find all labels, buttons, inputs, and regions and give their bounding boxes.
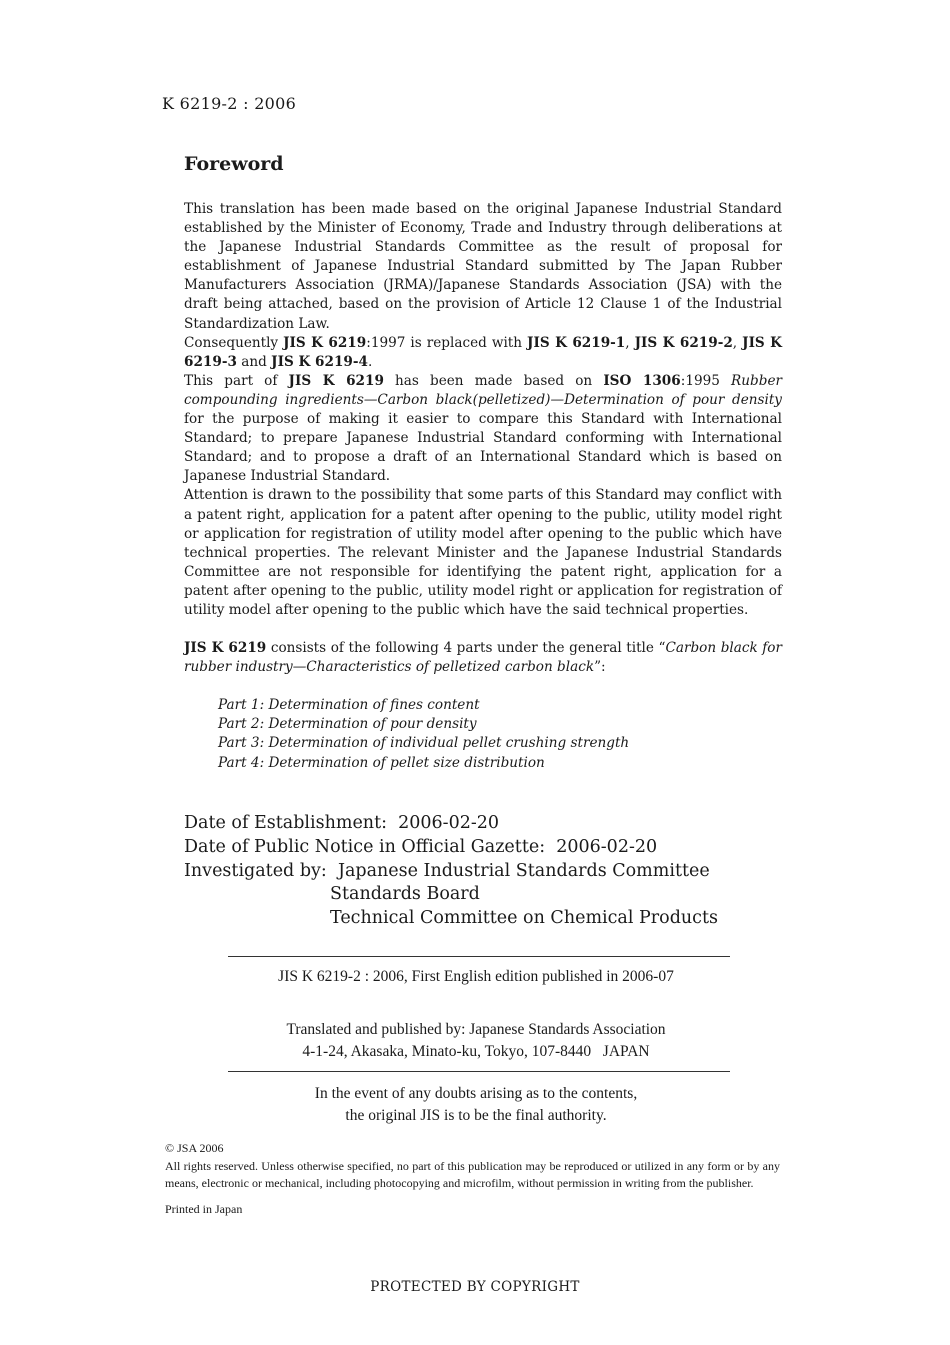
foreword-body <box>184 200 782 773</box>
list-item: Part 4: Determination of pellet size distribution <box>218 754 545 771</box>
establishment-date-row <box>184 812 784 836</box>
list-item: Part 1: Determination of fines content <box>218 697 480 714</box>
foreword-paragraph-3: This part of JIS K 6219 has been made based on ISO 1306:1995 Rubber compounding ingredients—Carbon black(pelletized)—Determination of pour density for the purpose of making it easier to compare this Standard with International Standard; to prepare Japanese Industrial Standard conforming with International Standard; and to propose a draft of an International Standard which is based on Japanese Industrial Standard. <box>184 372 782 485</box>
public-notice-date-label: Date of Public Notice in Official Gazette: <box>184 836 557 857</box>
foreword-paragraph-4: Attention is drawn to the possibility that some parts of this Standard may conflict with a patent right, application for a patent after opening to the public, utility model right or application for registration of utility model after opening to the public which have technical properties. The relevant Minister and the Japanese Industrial Standards Committee are not responsible for identifying the patent right, application for a patent after opening to the public, utility model right or application for registration of utility model after opening to the public which have the said technical properties. <box>184 487 782 618</box>
publisher-block <box>176 1019 776 1063</box>
dates-block <box>184 812 784 931</box>
printed-in: Printed in Japan <box>165 1201 243 1216</box>
establishment-date-value: 2006-02-20 <box>398 813 500 833</box>
foreword-paragraph-5: JIS K 6219 consists of the following 4 parts under the general title “Carbon black for rubber industry—Characteristics of pelletized carbon black”: <box>184 640 782 676</box>
investigated-by-line: Technical Committee on Chemical Products <box>330 908 718 929</box>
list-item: Part 2: Determination of pour density <box>218 716 477 733</box>
document-id: K 6219-2 : 2006 <box>162 94 297 113</box>
investigated-by-label: Investigated by: <box>184 860 338 881</box>
list-item: Part 3: Determination of individual pellet crushing strength <box>218 735 630 752</box>
publisher-address: 4-1-24, Akasaka, Minato-ku, Tokyo, 107-8440 JAPAN <box>302 1043 650 1060</box>
copyright-owner: © JSA 2006 <box>165 1141 224 1155</box>
investigated-by-row <box>184 860 784 884</box>
divider <box>228 1071 730 1072</box>
foreword-paragraph-2: Consequently JIS K 6219:1997 is replaced with JIS K 6219-1, JIS K 6219-2, JIS K 6219-3 and JIS K 6219-4. <box>184 334 782 370</box>
foreword-paragraph-1: This translation has been made based on the original Japanese Industrial Standard established by the Minister of Economy, Trade and Industry through deliberations at the Japanese Industrial Standards Committee as the result of proposal for establishment of Japanese Industrial Standard submitted by The Japan Rubber Manufacturers Association (JRMA)/Japanese Standards Association (JSA) with the draft being attached, based on the provision of Article 12 Clause 1 of the Industrial Standardization Law. <box>184 201 782 332</box>
copyright-footer: PROTECTED BY COPYRIGHT <box>370 1279 580 1295</box>
foreword-heading: Foreword <box>184 153 284 175</box>
establishment-date-label: Date of Establishment: <box>184 813 399 833</box>
publisher-line: Translated and published by: Japanese Standards Association <box>286 1021 666 1038</box>
copyright-block <box>165 1140 780 1218</box>
authority-note <box>176 1083 776 1127</box>
copyright-rights: All rights reserved. Unless otherwise specified, no part of this publication may be reproduced or utilized in any form or by any means, electronic or mechanical, including photocopying and microfilm, without permission in writing from the publisher. <box>165 1158 780 1190</box>
investigated-by-line: Japanese Industrial Standards Committee <box>337 860 710 881</box>
divider <box>228 956 730 957</box>
parts-list <box>184 696 782 772</box>
investigated-by-line: Standards Board <box>330 884 480 905</box>
authority-line: In the event of any doubts arising as to the contents, <box>314 1085 638 1102</box>
edition-line: JIS K 6219-2 : 2006, First English edition published in 2006-07 <box>278 968 674 985</box>
public-notice-date-value: 2006-02-20 <box>556 836 658 857</box>
authority-line: the original JIS is to be the final authority. <box>345 1107 607 1124</box>
public-notice-date-row <box>184 836 784 860</box>
